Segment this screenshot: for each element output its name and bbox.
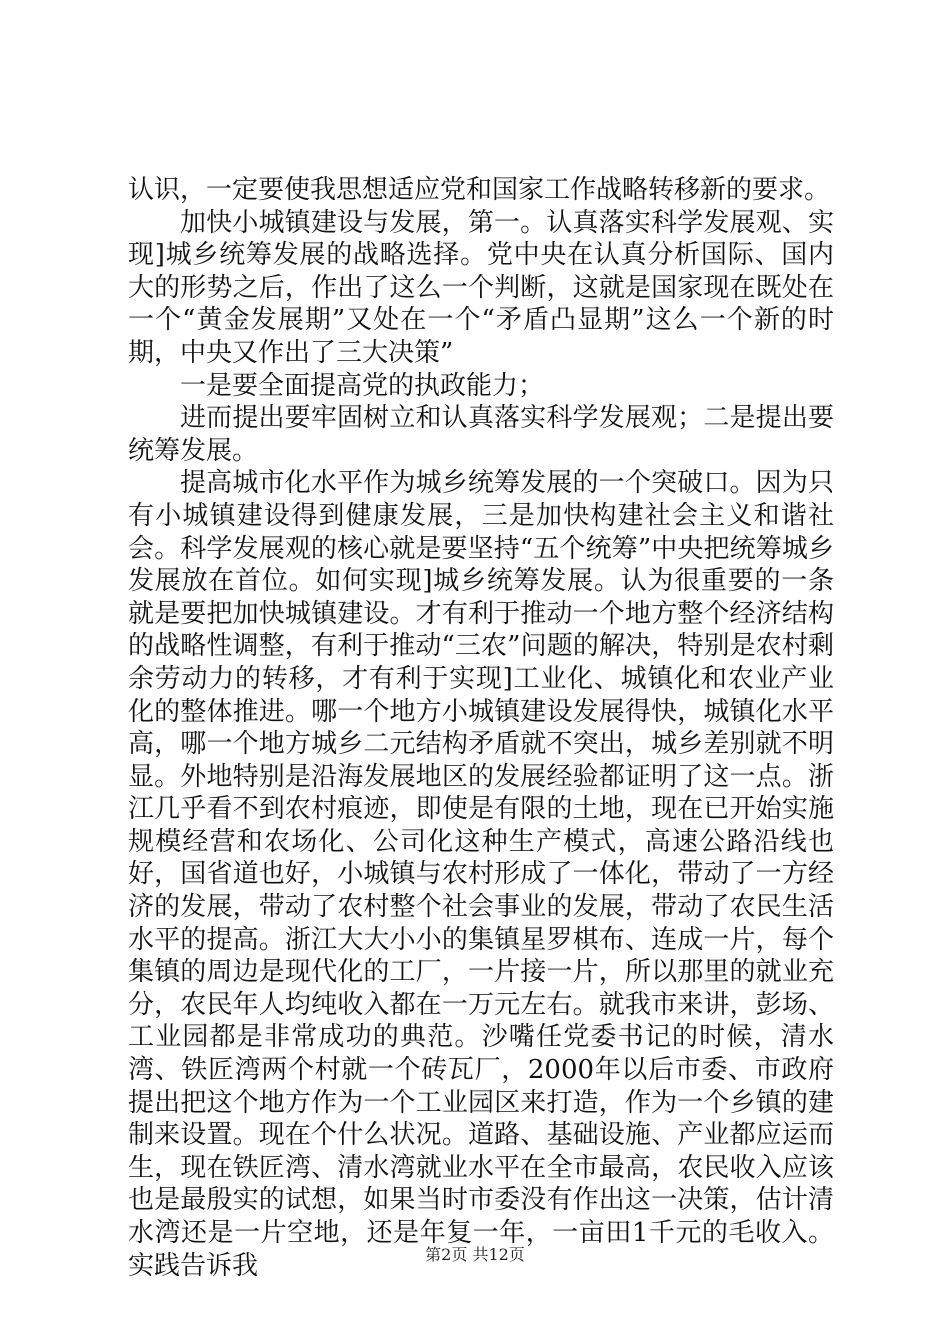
body-text [128,174,834,1282]
paragraph-3: 一是要全面提高党的执政能力； [180,370,545,401]
paragraph-4: 进而提出要牢固树立和认真落实科学发展观；二是提出要统筹发展。 [128,403,834,466]
paragraph-2: 加快小城镇建设与发展，第一。认真落实科学发展观、实现]城乡统筹发展的战略选择。党中央在认真分析国际、国内大的形势之后，作出了这么一个判断，这就是国家现在既处在一个“黄金发展期”又处在一个“矛盾凸显期”这么一个新的时期，中央又作出了三大决策” [128,207,834,368]
page-footer [0,1242,950,1265]
paragraph-5: 提高城市化水平作为城乡统筹发展的一个突破口。因为只有小城镇建设得到健康发展，三是加快构建社会主义和谐社会。科学发展观的核心就是要坚持“五个统筹”中央把统筹城乡发展放在首位。如何实现]城乡统筹发展。认为很重要的一条就是要把加快城镇建设。才有利于推动一个地方整个经济结构的战略性调整，有利于推动“三农”问题的解决，特别是农村剩余劳动力的转移，才有利于实现]工业化、城镇化和农业产业化的整体推进。哪一个地方小城镇建设发展得快，城镇化水平高，哪一个地方城乡二元结构矛盾就不突出，城乡差别就不明显。外地特别是沿海发展地区的发展经验都证明了这一点。浙江几乎看不到农村痕迹，即使是有限的土地，现在已开始实施规模经营和农场化、公司化这种生产模式，高速公路沿线也好，国省道也好，小城镇与农村形成了一体化，带动了一方经济的发展，带动了农村整个社会事业的发展，带动了农民生活水平的提高。浙江大大小小的集镇星罗棋布、连成一片，每个集镇的周边是现代化的工厂，一片接一片，所以那里的就业充分，农民年人均纯收入都在一万元左右。就我市来讲，彭场、工业园都是非常成功的典范。沙嘴任党委书记的时候，清水湾、铁匠湾两个村就一个砖瓦厂，2000年以后市委、市政府提出把这个地方作为一个工业园区来打造，作为一个乡镇的建制来设置。现在个什么状况。道路、基础设施、产业都应运而生，现在铁匠湾、清水湾就业水平在全市最高，农民收入应该也是最殷实的试想，如果当时市委没有作出这一决策，估计清水湾还是一片空地，还是年复一年，一亩田1千元的毛收入。实践告诉我 [128,468,834,1281]
paragraph-1: 认识，一定要使我思想适应党和国家工作战略转移新的要求。 [128,175,831,205]
page-number-label: 第2页 共12页 [425,1245,525,1264]
